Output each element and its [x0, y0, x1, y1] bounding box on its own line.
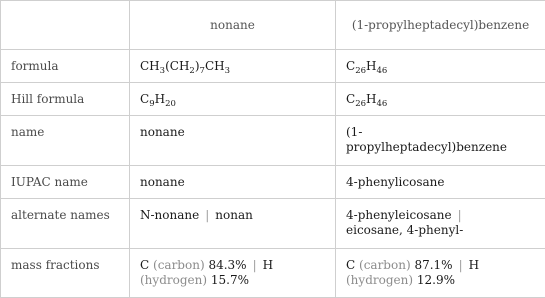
alt-name-item: N-nonane	[140, 208, 200, 222]
header-empty-cell	[1, 1, 130, 50]
mass-separator: |	[458, 258, 463, 272]
row-formula	[1, 50, 545, 83]
hill-nonane	[140, 83, 325, 107]
row-label-formula-text: formula	[11, 59, 59, 73]
header-benzene	[336, 1, 545, 50]
hill-nonane-subscript: 20	[165, 99, 176, 109]
row-label-alt	[1, 199, 130, 249]
row-label-name	[1, 116, 130, 166]
cell-iupac-nonane	[130, 166, 336, 199]
formula-nonane-part: )	[194, 59, 200, 73]
formula-benzene-subscript: 26	[355, 66, 367, 76]
formula-benzene	[346, 50, 535, 74]
hill-benzene	[346, 83, 535, 107]
mass-separator: |	[252, 258, 257, 272]
row-label-name-text: name	[11, 125, 45, 139]
cell-hill-nonane	[130, 83, 336, 116]
formula-nonane-subscript: 3	[159, 66, 166, 76]
row-iupac	[1, 166, 545, 199]
mass-value: 87.1%	[414, 258, 453, 272]
row-label-iupac-text: IUPAC name	[11, 175, 88, 189]
cell-formula-benzene	[336, 50, 545, 83]
row-label-hill	[1, 83, 130, 116]
element-symbol: C	[140, 258, 150, 272]
cell-mass-benzene	[336, 249, 545, 298]
formula-benzene-part: C	[346, 59, 356, 73]
cell-name-benzene	[336, 116, 545, 166]
mass-value: 15.7%	[210, 273, 249, 287]
formula-nonane-part: CH	[140, 59, 160, 73]
element-name: (hydrogen)	[140, 273, 208, 287]
header-row	[1, 1, 545, 50]
row-mass-fractions	[1, 249, 545, 298]
alt-nonane	[140, 199, 325, 223]
row-alternate-names	[1, 199, 545, 249]
element-symbol: C	[346, 258, 356, 272]
formula-nonane	[140, 50, 325, 74]
header-benzene-label: (1-propylheptadecyl)benzene	[351, 17, 530, 32]
header-nonane	[130, 1, 336, 50]
mass-benzene	[346, 249, 535, 288]
cell-formula-nonane	[130, 50, 336, 83]
name-benzene: (1-propylheptadecyl)benzene	[346, 125, 507, 154]
mass-value: 84.3%	[208, 258, 247, 272]
formula-nonane-part: (CH	[165, 59, 190, 73]
alt-separator: |	[205, 208, 210, 222]
element-name: (hydrogen)	[346, 273, 414, 287]
row-label-iupac	[1, 166, 130, 199]
row-label-alt-text: alternate names	[11, 208, 110, 222]
element-symbol: H	[262, 258, 274, 272]
row-hill-formula	[1, 83, 545, 116]
alt-name-item: nonan	[215, 208, 253, 222]
cell-iupac-benzene	[336, 166, 545, 199]
row-label-formula	[1, 50, 130, 83]
header-nonane-label: nonane	[210, 17, 255, 32]
hill-nonane-part: H	[154, 92, 166, 106]
formula-benzene-subscript: 46	[376, 66, 388, 76]
cell-mass-nonane	[130, 249, 336, 298]
hill-benzene-part: C	[346, 92, 356, 106]
row-name	[1, 116, 545, 166]
element-name: (carbon)	[153, 258, 205, 272]
alt-separator: |	[457, 208, 462, 222]
iupac-benzene: 4-phenylicosane	[346, 175, 445, 189]
cell-alt-benzene	[336, 199, 545, 249]
alt-benzene	[346, 199, 535, 238]
hill-benzene-subscript: 26	[355, 99, 367, 109]
row-label-mass-text: mass fractions	[11, 258, 100, 272]
name-nonane: nonane	[140, 125, 185, 139]
alt-name-item: eicosane, 4-phenyl-	[346, 223, 464, 237]
mass-nonane	[140, 249, 325, 288]
cell-name-nonane	[130, 116, 336, 166]
row-label-hill-text: Hill formula	[11, 92, 85, 106]
alt-name-item: 4-phenyleicosane	[346, 208, 452, 222]
hill-nonane-subscript: 9	[149, 99, 155, 109]
formula-nonane-subscript: 7	[199, 66, 205, 76]
mass-value: 12.9%	[416, 273, 455, 287]
row-label-mass	[1, 249, 130, 298]
iupac-nonane: nonane	[140, 175, 185, 189]
formula-nonane-subscript: 3	[224, 66, 231, 76]
cell-hill-benzene	[336, 83, 545, 116]
formula-nonane-part: CH	[204, 59, 225, 73]
hill-benzene-subscript: 46	[376, 99, 388, 109]
hill-nonane-part: C	[140, 92, 150, 106]
cell-alt-nonane	[130, 199, 336, 249]
formula-nonane-subscript: 2	[189, 66, 195, 76]
element-symbol: H	[468, 258, 480, 272]
hill-benzene-part: H	[366, 92, 377, 106]
element-name: (carbon)	[359, 258, 411, 272]
formula-benzene-part: H	[366, 59, 377, 73]
